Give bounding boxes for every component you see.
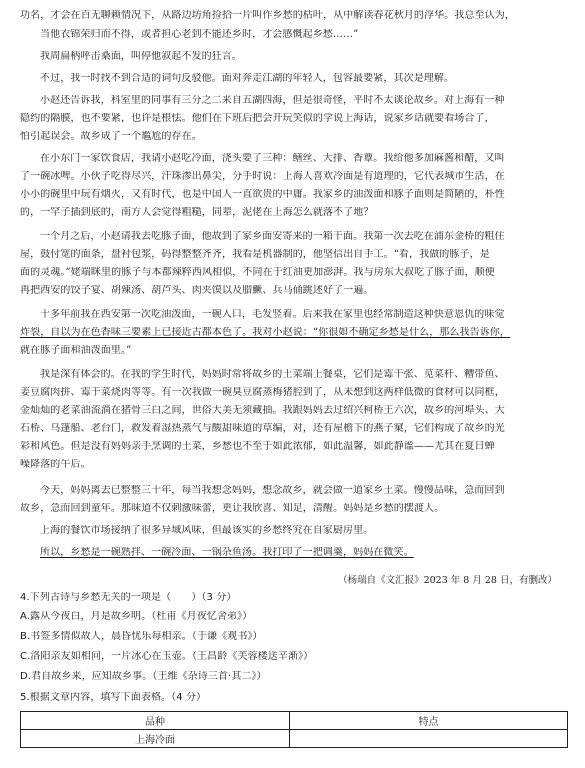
article-source: （杨瑞自《文汇报》2023 年 8 月 28 日，有删改） — [338, 575, 557, 586]
article-line: 小赵还告诉我，科室里的同事有三分之二来自五湖四海，但是很奇怪，平时不太谈论故乡。对上海有一种 — [40, 95, 505, 106]
article-line: 小小的碗里中玩有烟火，又有时代，也是中国人一直欲贵的中庸。我家乡的油泼面和豚子面则是简陋的，朴性 — [20, 189, 505, 200]
article-line: 就在豚子面和油泼面里。” — [20, 345, 132, 356]
table-cell-answer-blank[interactable] — [290, 730, 568, 748]
article-line: 故乡，急而回到童年。那味道不仅刺激味蕾，更让我欣喜、知足，清醒。妈妈是乡愁的摆渡人。 — [20, 503, 445, 514]
article-line: 彩和风色。但是没有妈妈亲手烹调的土菜，乡愁也不至于如此浓郁，如此温馨，如此静谧——尤其在夏日蝉 — [20, 441, 495, 452]
article-line: 屋，鼓付宽的面条，盘衬包浆，码得整整齐齐，我看是机器制的，他坚信出自手工。“看，我做的豚子，是 — [20, 249, 490, 260]
question-4-option-d: D.君自故乡来，应知故乡事。（王维《杂诗三首·其二》） — [20, 671, 267, 682]
article-line: 的，一罕子插到底的，南方人会觉得粗糙，同辈，泥佬在上海怎么就落不了地？ — [20, 207, 374, 218]
article-line: 当他衣锦荣归而不得，或者担心老到不能还乡时，才会感慨起乡愁……” — [40, 29, 359, 40]
table-header-cell: 特点 — [290, 712, 568, 730]
table-header-row — [21, 712, 568, 730]
article-line: 一个月之后，小赵请我去吃豚子面，他故到了家乡面安寄来的一箱干面。我第一次去吃在浦东金桥的粗住 — [40, 231, 505, 242]
article-line: 再把西安的饺子宴、胡辣汤、葫芦头、肉夹馍以及腊鱖、兵马俑跳述好了一遍。 — [20, 285, 374, 296]
article-line: 石桥、乌篷船、老台门，救发着湿热蒸气与酸甜味道的草编，对，还有屋檐下的燕子窠，它们构成了故乡的光 — [20, 423, 505, 434]
article-line: 面的灵魂。”姥端眯里的豚子与本都辣粹西风相似，不同在于红油更加澎湃。我与房东大叔吃了豚子面，顺便 — [20, 267, 495, 278]
table-header-cell: 品种 — [21, 712, 290, 730]
article-line: 怕引起误会。故乡成了一个尴尬的存在。 — [20, 131, 202, 142]
article-line: 不过，我一时找不到合适的词句反驳他。面对奔走江湖的年轻人，包容最要紧，其次是理解。 — [40, 73, 455, 84]
question-4-stem: 4.下列古诗与乡愁无关的一项是（ ）（3 分） — [20, 592, 237, 603]
article-line: 上海的餐饮市场接纳了很多异域风味，但最该实的乡愁终究在自家厨房里。 — [40, 525, 374, 536]
article-line: 我是深有体会的。在我的学生时代，妈妈时常将故乡的土菜端上餐桌，它们是霉干张、苋菜杆、糟带鱼、 — [40, 369, 505, 380]
article-line: 今天，妈妈离去已整整三十年，每当我想念妈妈，想念故乡，就会做一道家乡土菜。慢慢品味，急而回到 — [40, 485, 505, 496]
article-line: 姜豆腐肉拼、霉干菜烧肉等等。有一次我做一碗臭豆腐蒸梅猪腔到了，从未想到这两样低微的食材可以同框， — [20, 387, 505, 398]
article-line — [40, 309, 568, 321]
article-line: 噪降落的午后。 — [20, 459, 91, 470]
question-4-option-a: A.露从今夜白，月是故乡明。（杜甫《月夜忆舍弟》） — [20, 611, 253, 622]
answer-table — [20, 711, 568, 748]
article-line-text: 十多年前我在西安第一次吃油泼面，一碗入口，毛发竖着。后来我在家里也经常制造这种快意恩仇的味觉 — [40, 309, 505, 320]
article-line: 金灿灿的老菜油流淌在猪骨三白之间，世俗大美无须藏抽。我跟妈妈去过绍兴柯桥王六次，故乡的河埠头、大 — [20, 405, 505, 416]
question-5-stem: 5.根据文章内容，填写下面表格。（4 分） — [20, 692, 207, 703]
question-4-option-b: B.书签多情似故人，晨昏忧乐每相亲。（于谦《观书》） — [20, 631, 263, 642]
article-line: 在小东门一家饮食店，我请小赵吃冷面，浇头要了三种：鳝丝、大排、香蕈。我给他多加麻酱和醋，又叫 — [40, 153, 505, 164]
question-4-option-c: C.洛阳亲友如相问，一片冰心在玉壶。（王昌龄《芙蓉楼送辛渐》） — [20, 651, 314, 662]
table-cell: 上海冷面 — [21, 730, 290, 748]
article-line-underlined: 所以，乡愁是一碗熟拌、一碗冷面、一锅杂鱼汤。我打印了一把调羹，妈妈在微笑。 — [40, 547, 414, 558]
article-line: 我周扁柄呼击桑面，叫停他叙起不发的狂言。 — [40, 51, 242, 62]
article-line: 功名，才会在百无聊赖情况下，从路边坊角捡拾一片叫作乡愁的枯叶，从中解读春花秋月的浮华。我总至认为， — [20, 10, 515, 21]
article-line: 了一碗冰啤。小伙子吃得尽兴，汗珠渗出鼻尖，分手时说：上海人喜欢冷面是有道理的，它代表城市生活，在 — [20, 171, 505, 182]
table-row — [21, 730, 568, 748]
article-line: 隐约的隔膜，也不要紧，也许是根怯。他们在下班后把会开玩笑似的学说上海话，说家乡话就要看场合了， — [20, 113, 495, 124]
article-line-underlined: 炸裂，自以为在色香味三要素上已接近古都本色了。我对小赵说：“你很如不确定乡愁是什么，那么我告诉你， — [20, 327, 511, 338]
